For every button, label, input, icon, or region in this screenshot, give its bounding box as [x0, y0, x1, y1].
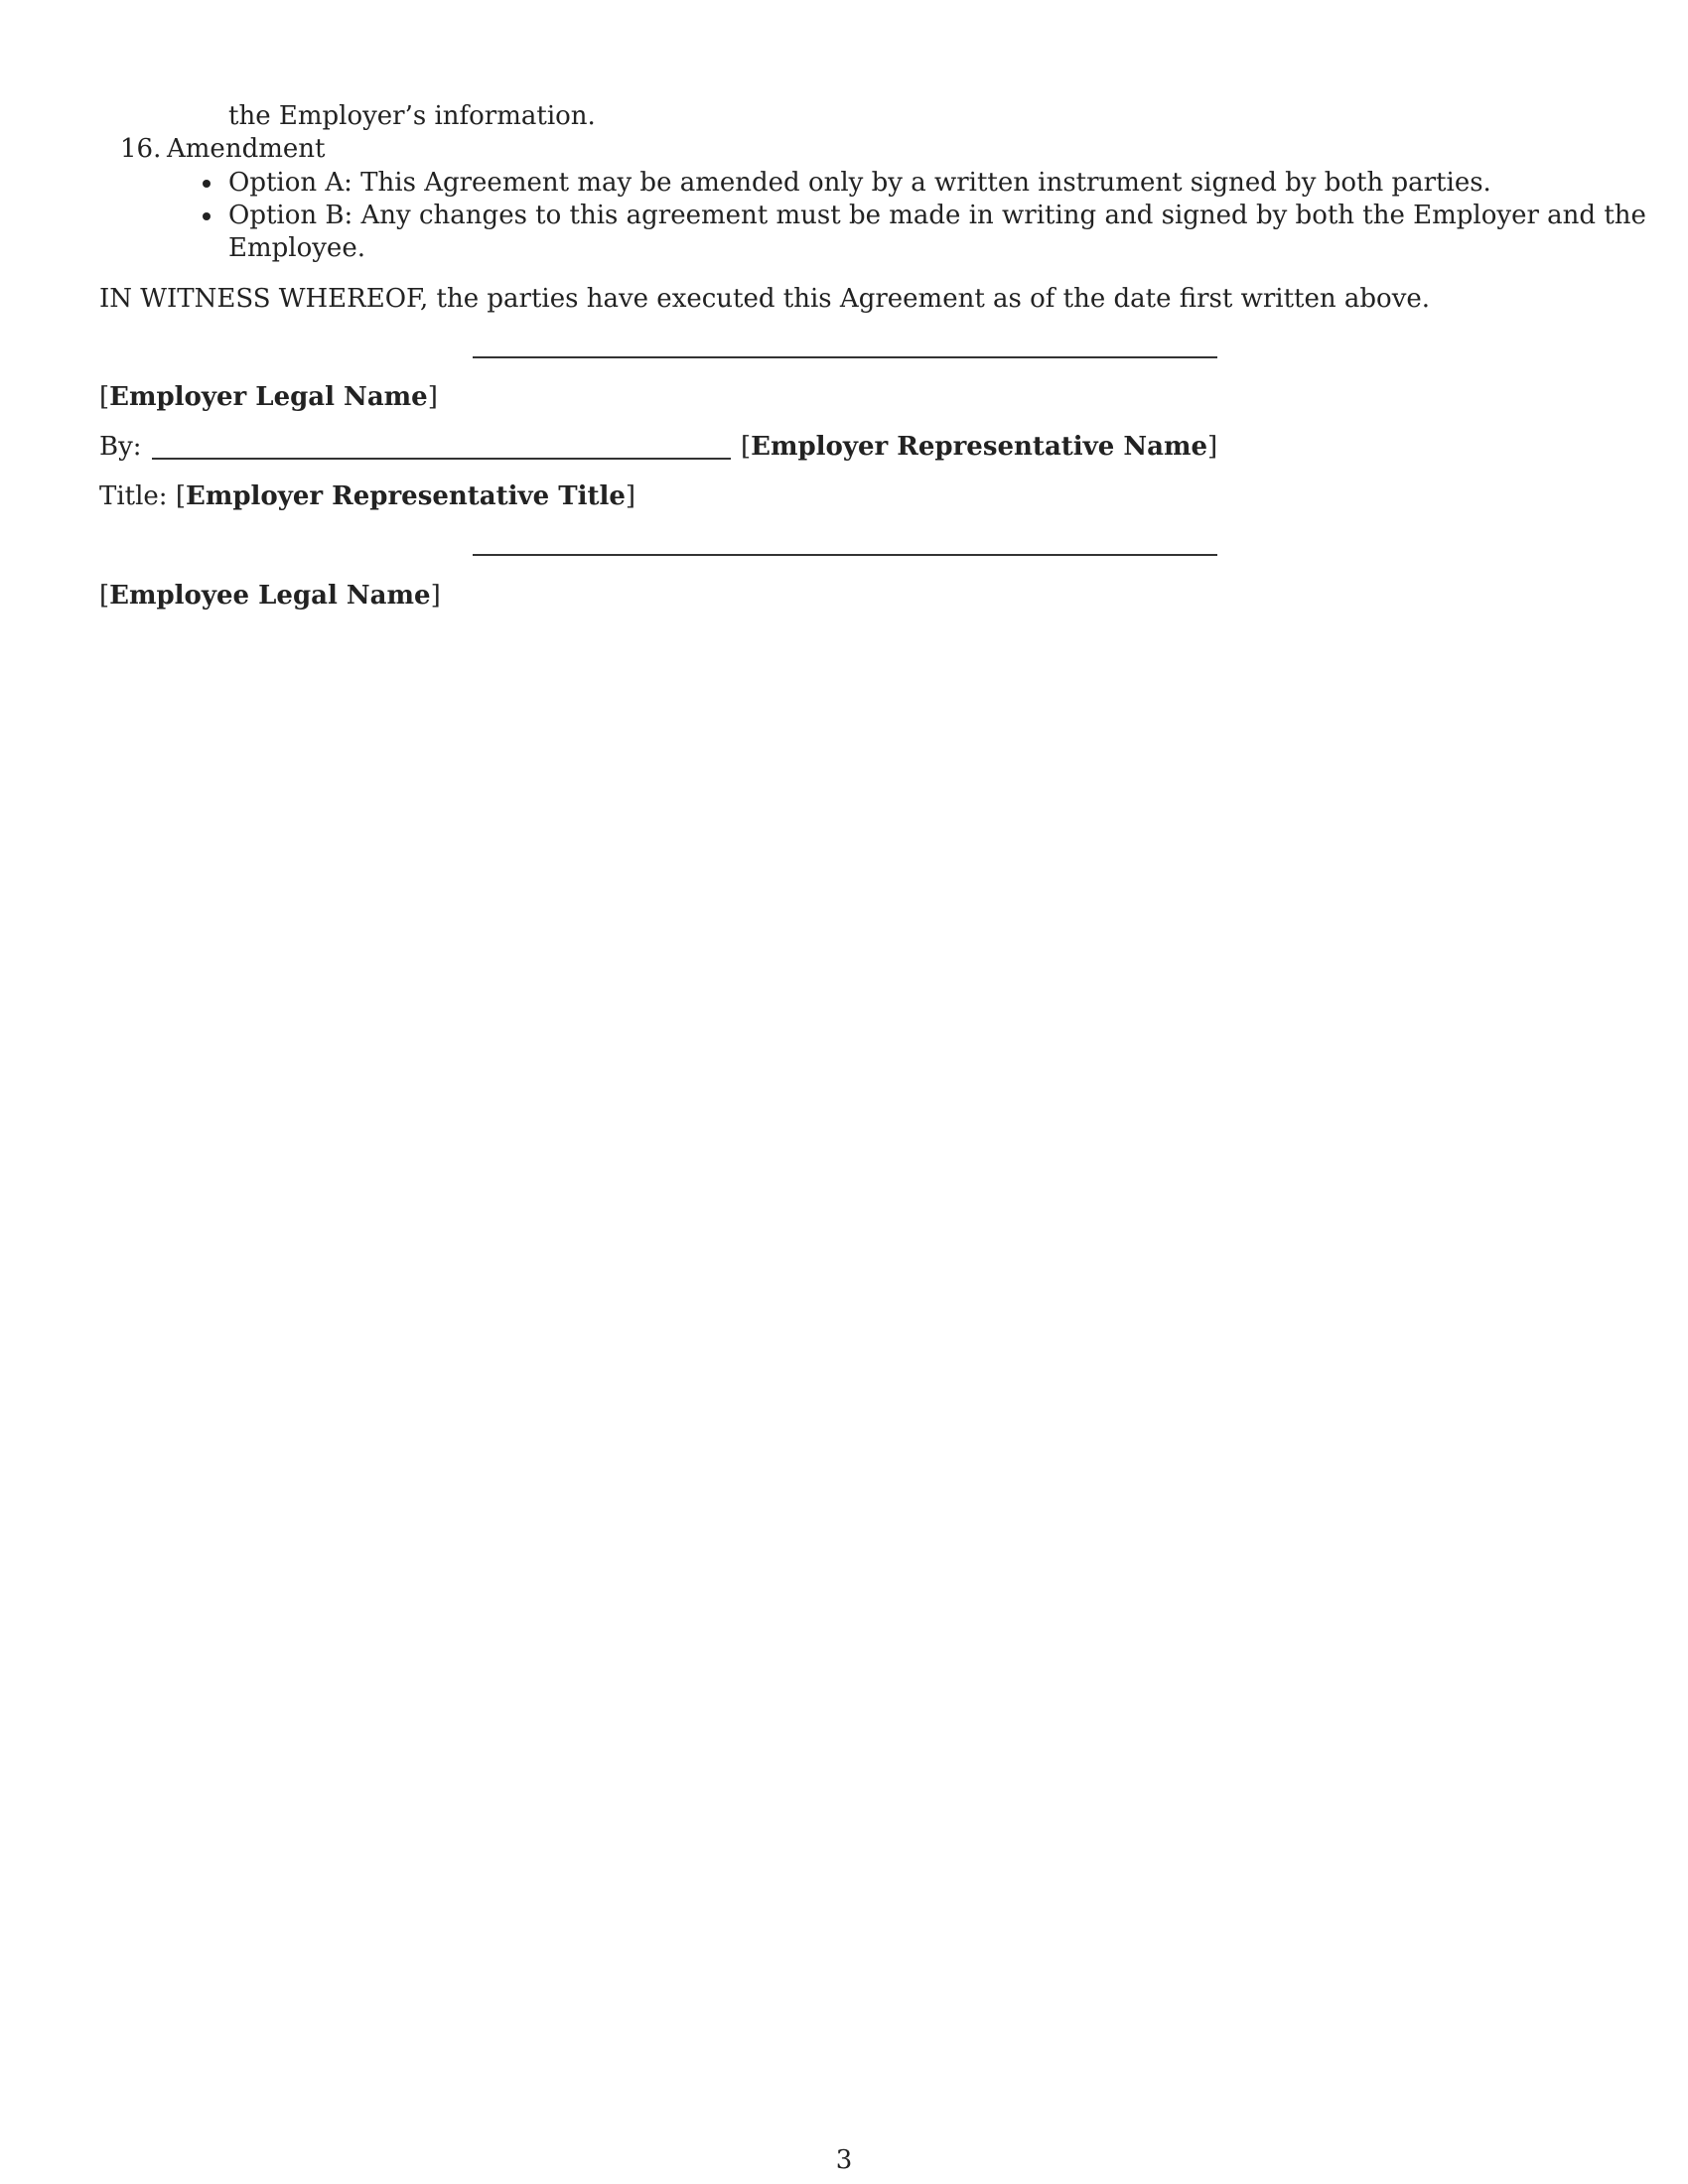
employee-legal-name: [Employee Legal Name] [99, 581, 441, 611]
title-label: Title: [99, 481, 168, 511]
section-heading: Amendment [167, 134, 326, 164]
employer-legal-name: [Employer Legal Name] [99, 382, 438, 412]
option-b-text: Option B: Any changes to this agreement must be made in writing and signed by both the Employer and the [228, 201, 1646, 230]
section-number: 16. [120, 134, 162, 164]
employer-legal-name-text: Employer Legal Name [109, 382, 428, 412]
employer-by-label: By: [99, 432, 142, 462]
employee-signature-line [473, 554, 1217, 556]
witness-clause: IN WITNESS WHEREOF, the parties have executed this Agreement as of the date first written above. [99, 284, 1431, 314]
section15-continuation: the Employer’s information. [228, 101, 596, 131]
option-a-text: Option A: This Agreement may be amended only by a written instrument signed by both parties. [228, 168, 1491, 198]
bullet-icon [203, 180, 211, 188]
option-b-text-continued: Employee. [228, 233, 365, 263]
employer-signature-line [473, 356, 1217, 358]
employer-title: Title: [Employer Representative Title] [99, 481, 636, 511]
employer-representative-name: [Employer Representative Name] [741, 432, 1218, 462]
employer-representative-name-text: Employer Representative Name [751, 432, 1208, 462]
bullet-icon [203, 212, 211, 220]
page-number: 3 [835, 2145, 853, 2175]
by-signature-line [152, 458, 731, 460]
employer-representative-title-text: Employer Representative Title [186, 481, 626, 511]
employee-legal-name-text: Employee Legal Name [109, 581, 431, 611]
